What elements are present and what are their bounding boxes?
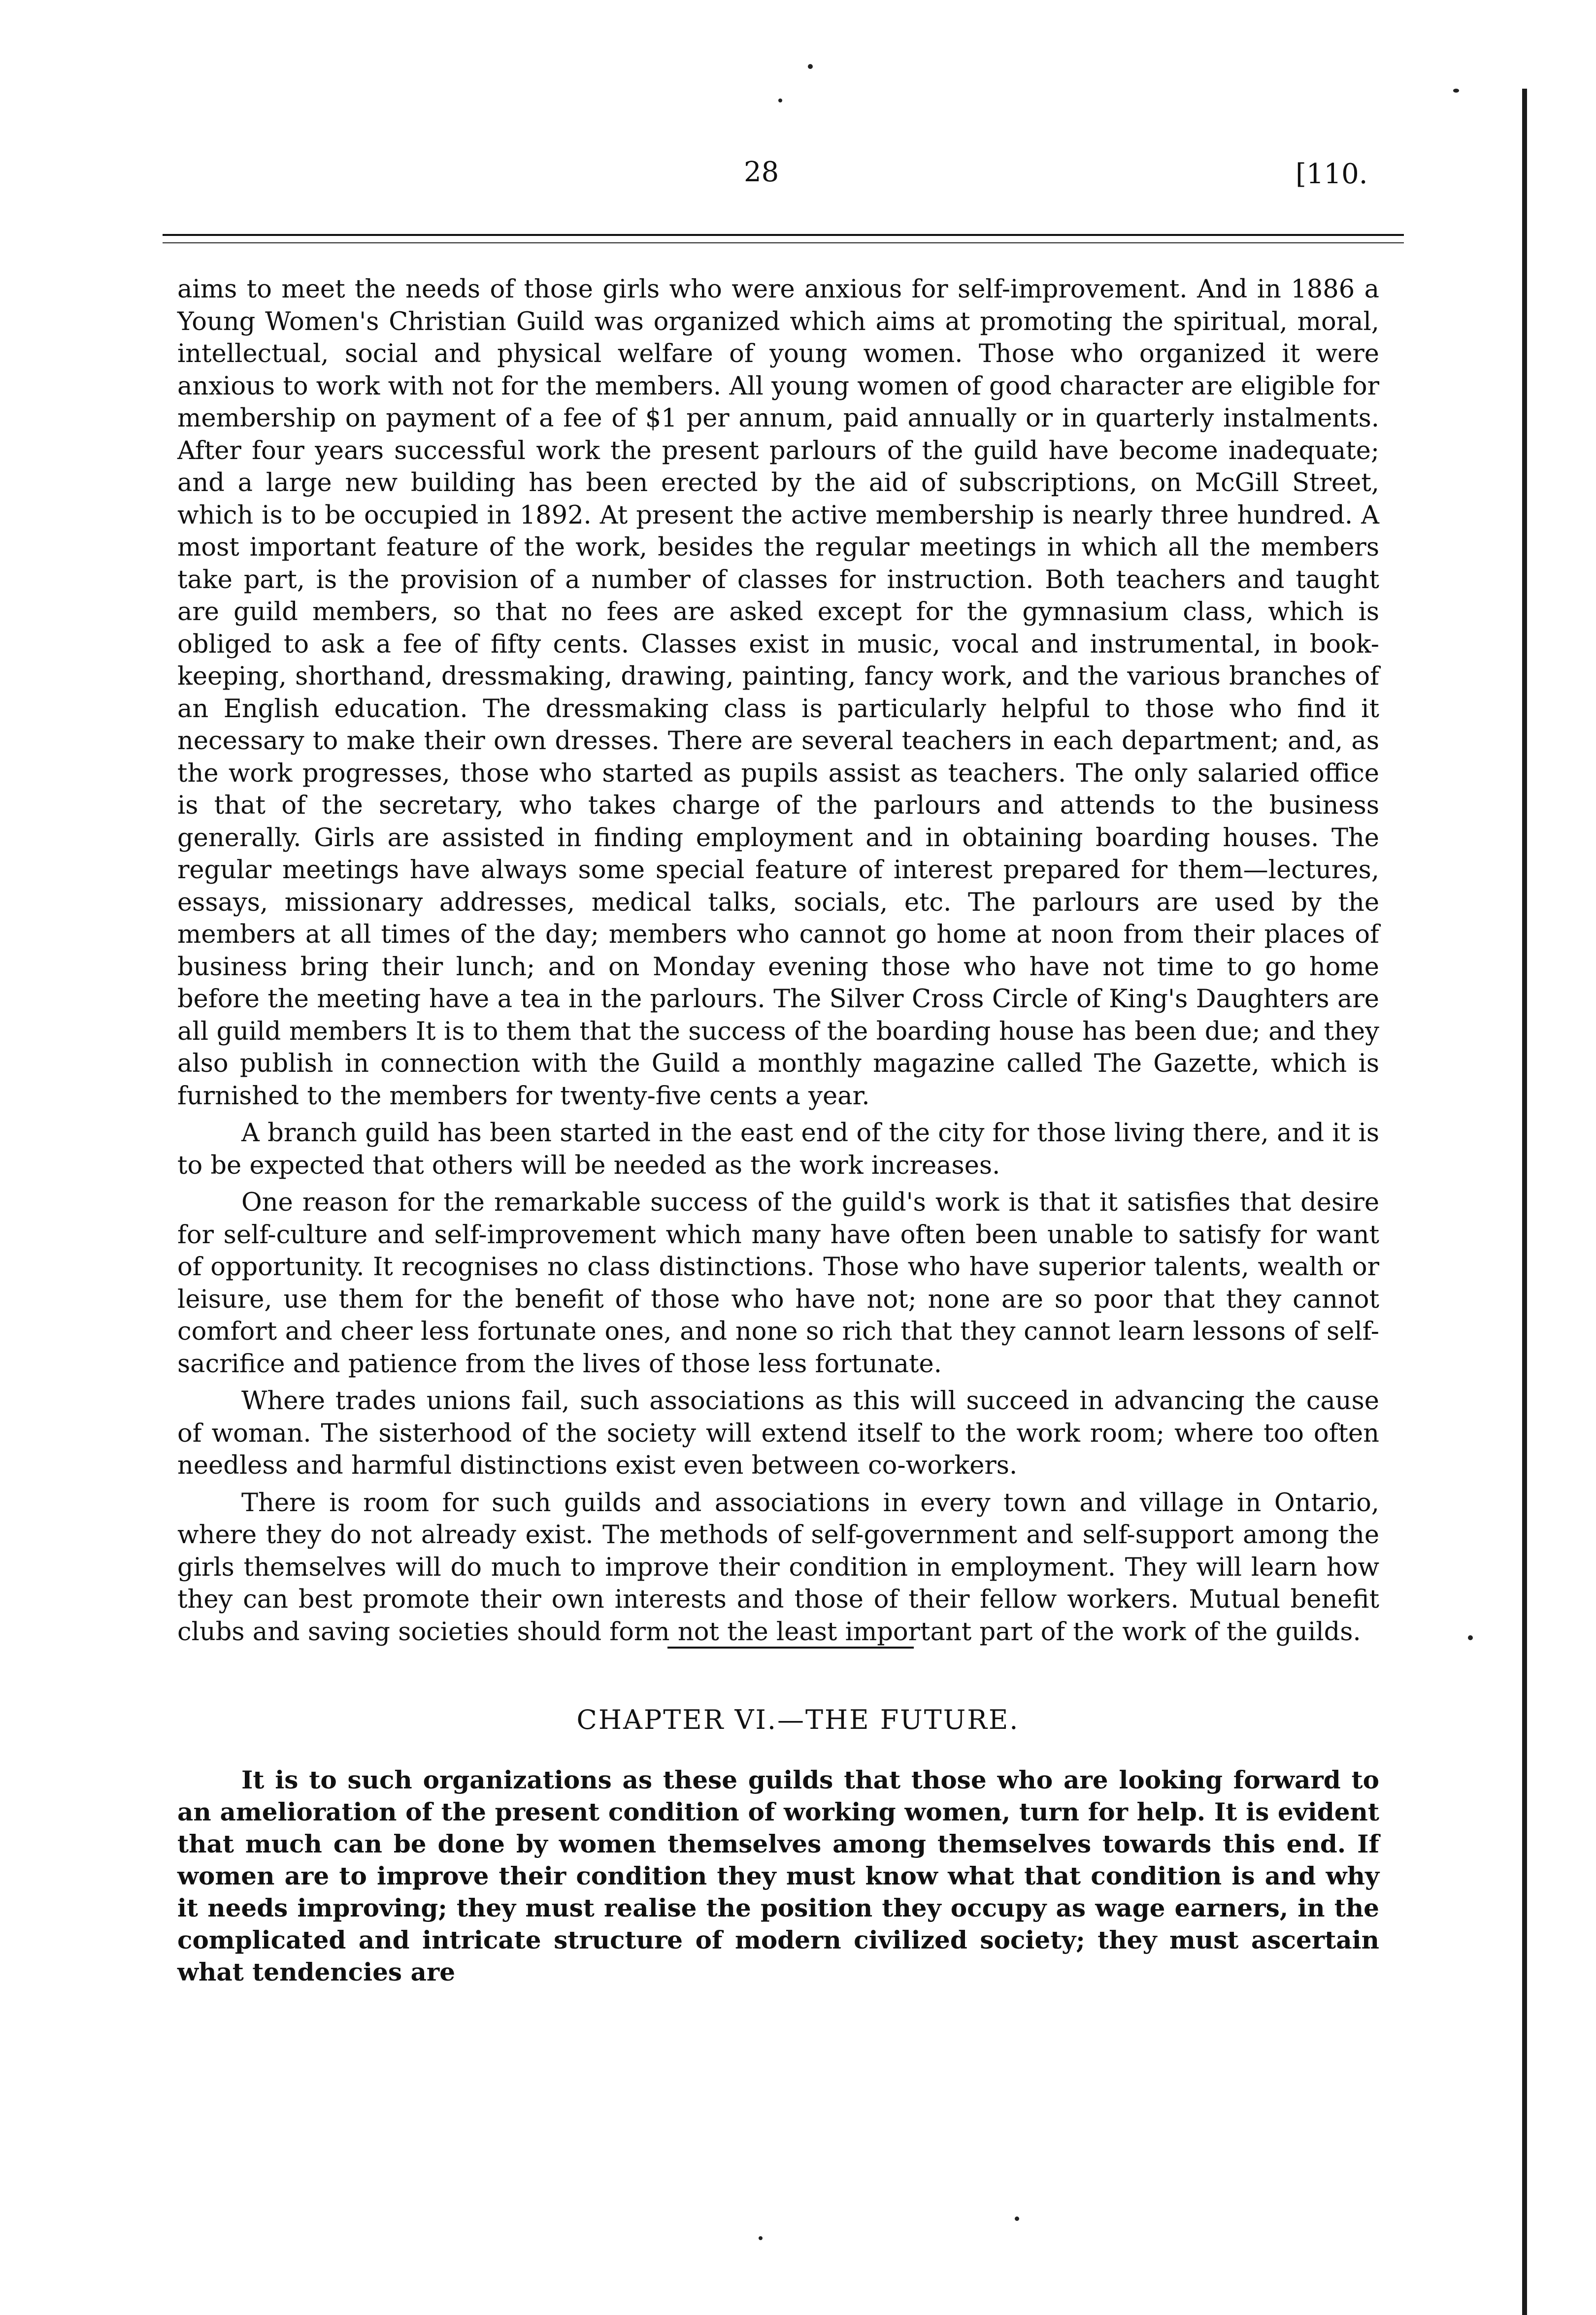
scan-speck bbox=[1453, 89, 1459, 93]
scan-speck bbox=[759, 2236, 763, 2240]
header-rule-thin bbox=[163, 242, 1404, 243]
paragraph-trades-unions: Where trades unions fail, such associations as this will succeed in advancing the cause of woman. The sisterhood of the society will extend itself to the work room; where too often needless and harmful distinctions exist even between co-workers. bbox=[177, 1387, 1379, 1480]
paragraph-chapter-opening: It is to such organizations as these guilds that those who are looking forward to an amelioration of the present condition of working women, turn for help. It is evident that much can be done by women themselves among themselves towards this end. If women are to improve their condition they must know what that condition is and why it needs improving; they must realise the position they occupy as wage earners, in the complicated and intricate structure of modern civilized society; they must ascertain what tendencies are bbox=[177, 1765, 1379, 1986]
scan-edge-line bbox=[1522, 89, 1527, 2315]
scan-speck bbox=[1468, 1635, 1473, 1640]
page-header bbox=[163, 158, 1404, 197]
section-divider bbox=[667, 1647, 914, 1649]
scan-speck bbox=[778, 99, 782, 102]
header-rule bbox=[163, 234, 1404, 236]
paragraph-room-for-guilds: There is room for such guilds and associations in every town and village in Ontario, where they do not already exist. The methods of self-government and self-support among the girls themselves will do much to improve their condition in employment. They will learn how they can best promote their own interests and those of their fellow workers. Mutual benefit clubs and saving societies should form not the least important part of the work of the guilds. bbox=[177, 1488, 1379, 1647]
page-reference: [110. bbox=[1296, 158, 1368, 190]
chapter-body bbox=[177, 1761, 1379, 1993]
paragraph-branch-guild: A branch guild has been started in the east end of the city for those living there, and it is to be expected that others will be needed as the work increases. bbox=[177, 1119, 1379, 1180]
chapter-heading: CHAPTER VI.—THE FUTURE. bbox=[576, 1704, 1020, 1735]
body-text bbox=[177, 273, 1379, 1653]
scan-speck bbox=[808, 64, 813, 69]
scan-speck bbox=[1015, 2216, 1019, 2221]
paragraph-guild-description: aims to meet the needs of those girls who were anxious for self-improvement. And in 1886 a Young Women's Christian Guild was organized which aims at promoting the spiritual, moral, intellectual, social and physical welfare of young women. Those who organized it were anxious to work with not for the members. All young women of good character are eligible for membership on payment of a fee of $1 per annum, paid annually or in quarterly instalments. After four years successful work the present parlours of the guild have become inadequate; and a large new building has been erected by the aid of subscriptions, on McGill Street, which is to be occupied in 1892. At present the active membership is nearly three hundred. A most important feature of the work, besides the regular meetings in which all the members take part, is the provision of a number of classes for instruction. Both teachers and taught are guild members, so that no fees are asked except for the gymnasium class, which is obliged to ask a fee of fifty cents. Classes exist in music, vocal and instrumental, in book-keeping, shorthand, dressmaking, drawing, painting, fancy work, and the various branches of an English education. The dressmaking class is particularly helpful to those who find it necessary to make their own dresses. There are several teachers in each department; and, as the work progresses, those who started as pupils assist as teachers. The only salaried office is that of the secretary, who takes charge of the parlours and attends to the business generally. Girls are assisted in finding employment and in obtaining boarding houses. The regular meetings have always some special feature of interest prepared for them—lectures, essays, missionary addresses, medical talks, socials, etc. The parlours are used by the members at all times of the day; members who cannot go home at noon from their places of business bring their lunch; and on Monday evening those who have not time to go home before the meeting have a tea in the parlours. The Silver Cross Circle of King's Daughters are all guild members It is to them that the success of the boarding house has been due; and they also publish in connection with the Guild a monthly magazine called The Gazette, which is furnished to the members for twenty-five cents a year. bbox=[177, 275, 1379, 1111]
paragraph-success-reason: One reason for the remarkable success of the guild's work is that it satisfies that desire for self-culture and self-improvement which many have often been unable to satisfy for want of opportunity. It recognises no class distinctions. Those who have superior talents, wealth or leisure, use them for the benefit of those who have not; none are so poor that they cannot comfort and cheer less fortunate ones, and none so rich that they cannot learn lessons of self-sacrifice and patience from the lives of those less fortunate. bbox=[177, 1188, 1379, 1379]
page-number: 28 bbox=[744, 156, 779, 188]
